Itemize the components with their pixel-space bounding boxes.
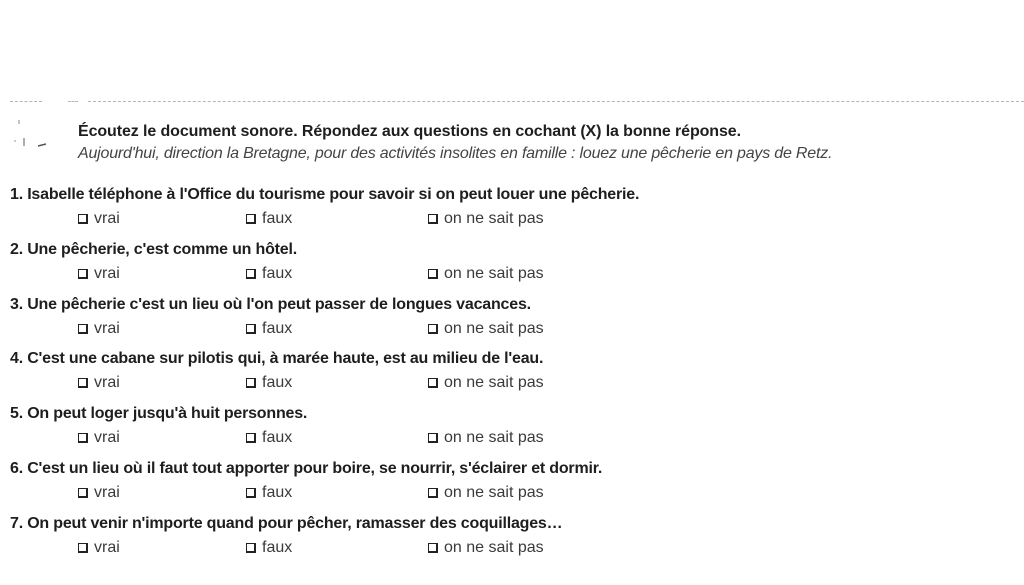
empty-checkbox-icon[interactable] (78, 488, 88, 498)
option-on-ne-sait-pas[interactable] (428, 207, 544, 231)
option-label: vrai (94, 374, 120, 392)
empty-checkbox-icon[interactable] (246, 324, 256, 334)
question-list (10, 183, 1010, 567)
option-label: vrai (94, 210, 120, 227)
option-label: faux (262, 538, 293, 556)
option-label: vrai (94, 319, 120, 337)
question-text: 5. On peut loger jusqu'à huit personnes. (10, 405, 308, 423)
empty-checkbox-icon[interactable] (428, 378, 438, 388)
empty-checkbox-icon[interactable] (246, 488, 256, 498)
question-text: 1. Isabelle téléphone à l'Office du tourisme pour savoir si on peut louer une pêcherie. (10, 186, 640, 203)
empty-checkbox-icon[interactable] (246, 378, 256, 388)
question-5 (10, 402, 1010, 457)
empty-checkbox-icon[interactable] (78, 433, 88, 443)
empty-checkbox-icon[interactable] (428, 324, 438, 334)
option-label: faux (262, 374, 293, 392)
empty-checkbox-icon[interactable] (246, 214, 256, 224)
question-text: 6. C'est un lieu où il faut tout apporter pour boire, se nourrir, s'éclairer et dormir. (10, 459, 603, 477)
option-vrai[interactable] (78, 317, 120, 341)
answer-options (10, 481, 1010, 505)
option-label: on ne sait pas (444, 210, 544, 227)
option-label: vrai (94, 483, 120, 501)
empty-checkbox-icon[interactable] (246, 269, 256, 279)
answer-options (10, 207, 1010, 231)
option-label: on ne sait pas (444, 319, 544, 337)
option-vrai[interactable] (78, 536, 120, 560)
empty-checkbox-icon[interactable] (246, 543, 256, 553)
option-vrai[interactable] (78, 426, 120, 450)
answer-options (10, 317, 1010, 341)
option-on-ne-sait-pas[interactable] (428, 371, 544, 395)
audio-icon-fragment (10, 118, 60, 168)
option-label: on ne sait pas (444, 374, 544, 392)
option-label: on ne sait pas (444, 264, 544, 282)
empty-checkbox-icon[interactable] (78, 543, 88, 553)
option-on-ne-sait-pas[interactable] (428, 536, 544, 560)
instructions-title: Écoutez le document sonore. Répondez aux questions en cochant (X) la bonne réponse. (78, 123, 741, 140)
question-1 (10, 183, 1010, 238)
question-2 (10, 238, 1010, 293)
option-faux[interactable] (246, 371, 292, 395)
option-faux[interactable] (246, 481, 292, 505)
answer-options (10, 262, 1010, 286)
question-4 (10, 347, 1010, 402)
option-label: vrai (94, 538, 120, 556)
empty-checkbox-icon[interactable] (428, 433, 438, 443)
question-text: 3. Une pêcherie c'est un lieu où l'on peut passer de longues vacances. (10, 295, 531, 313)
answer-options (10, 426, 1010, 450)
empty-checkbox-icon[interactable] (246, 433, 256, 443)
separator-line (10, 101, 42, 102)
question-text: 4. C'est une cabane sur pilotis qui, à marée haute, est au milieu de l'eau. (10, 350, 544, 368)
option-vrai[interactable] (78, 481, 120, 505)
question-3 (10, 293, 1010, 348)
option-label: faux (262, 483, 293, 501)
empty-checkbox-icon[interactable] (78, 324, 88, 334)
option-faux[interactable] (246, 536, 292, 560)
option-label: on ne sait pas (444, 538, 544, 556)
question-text: 7. On peut venir n'importe quand pour pêcher, ramasser des coquillages… (10, 514, 563, 532)
empty-checkbox-icon[interactable] (78, 378, 88, 388)
option-vrai[interactable] (78, 371, 120, 395)
empty-checkbox-icon[interactable] (78, 269, 88, 279)
separator-line (88, 101, 1024, 102)
option-label: faux (262, 264, 293, 282)
answer-options (10, 371, 1010, 395)
option-on-ne-sait-pas[interactable] (428, 317, 544, 341)
empty-checkbox-icon[interactable] (428, 269, 438, 279)
empty-checkbox-icon[interactable] (428, 543, 438, 553)
option-label: faux (262, 319, 293, 337)
option-on-ne-sait-pas[interactable] (428, 262, 544, 286)
option-on-ne-sait-pas[interactable] (428, 426, 544, 450)
empty-checkbox-icon[interactable] (78, 214, 88, 224)
empty-checkbox-icon[interactable] (428, 214, 438, 224)
question-text: 2. Une pêcherie, c'est comme un hôtel. (10, 240, 297, 258)
answer-options (10, 536, 1010, 560)
instructions (78, 121, 1024, 165)
option-vrai[interactable] (78, 262, 120, 286)
separator-line (68, 101, 78, 102)
option-label: vrai (94, 264, 120, 282)
empty-checkbox-icon[interactable] (428, 488, 438, 498)
option-label: on ne sait pas (444, 483, 544, 501)
question-7 (10, 512, 1010, 567)
option-faux[interactable] (246, 317, 292, 341)
option-faux[interactable] (246, 426, 292, 450)
option-vrai[interactable] (78, 207, 120, 231)
option-label: vrai (94, 429, 120, 447)
option-label: faux (262, 429, 293, 447)
instructions-subtitle: Aujourd'hui, direction la Bretagne, pour des activités insolites en famille : louez une pêcherie en pays de Retz. (78, 145, 833, 162)
option-faux[interactable] (246, 207, 292, 231)
option-faux[interactable] (246, 262, 292, 286)
option-label: on ne sait pas (444, 429, 544, 447)
question-6 (10, 457, 1010, 512)
option-on-ne-sait-pas[interactable] (428, 481, 544, 505)
option-label: faux (262, 210, 293, 227)
